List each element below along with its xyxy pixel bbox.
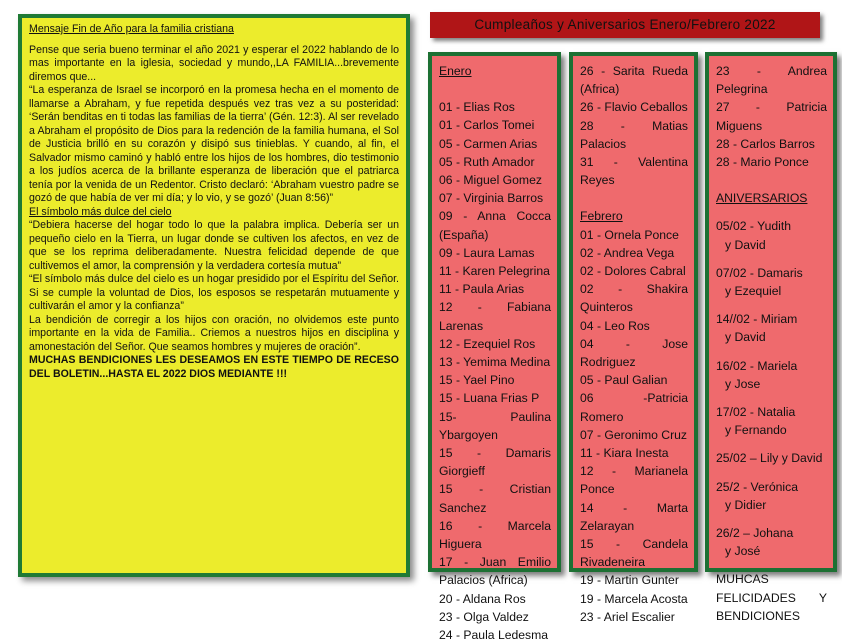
birthday-entry: 02 - Dolores Cabral xyxy=(580,264,686,279)
anniversary-date-line: 07/02 - Damaris xyxy=(716,265,803,280)
birthday-entry: 15 - Candela Rivadeneira xyxy=(580,537,688,570)
banner-title: Cumpleaños y Aniversarios Enero/Febrero 2022 xyxy=(474,17,776,32)
birthday-entry: 12 - Ezequiel Ros xyxy=(439,336,536,351)
birthday-entry: 28 - Mario Ponce xyxy=(716,155,809,170)
anniversary-entry xyxy=(716,217,827,253)
birthday-entry: 16 - Marcela Higuera xyxy=(439,518,551,552)
anniversary-couple-line: y David xyxy=(725,237,766,252)
column-february xyxy=(569,52,698,624)
birthday-entry: 28 - Carlos Barros xyxy=(716,136,815,151)
anniversary-entry xyxy=(716,403,827,439)
message-closing: MUCHAS BENDICIONES LES DESEAMOS EN ESTE TIEMPO DE RECESO DEL BOLETIN...HASTA EL 2022 DIOS MEDIANTE !!! xyxy=(29,354,399,380)
birthday-entry: 28 - Matias Palacios xyxy=(580,118,688,151)
birthday-entry: 01 - Ornela Ponce xyxy=(580,227,679,242)
birthday-entry: 19 - Marcela Acosta xyxy=(580,591,688,606)
message-title: Mensaje Fin de Año para la familia cristiana xyxy=(29,23,234,35)
birthday-entry: 15- Paulina Ybargoyen xyxy=(439,409,551,442)
birthday-entry: 26 - Flavio Ceballos xyxy=(580,100,688,115)
birthday-entry: 05 - Carmen Arias xyxy=(439,136,538,151)
birthday-entry: 05 - Paul Galian xyxy=(580,373,668,388)
birthday-entry: 02 - Shakira Quinteros xyxy=(580,282,688,315)
birthday-entry: 05 - Ruth Amador xyxy=(439,154,535,169)
birthday-entry: 14 - Marta Zelarayan xyxy=(580,500,688,533)
birthday-entry: 15 - Damaris Giorgieff xyxy=(439,446,551,479)
birthday-entry: 02 - Andrea Vega xyxy=(580,245,675,260)
anniversary-entry xyxy=(716,357,827,393)
title-banner xyxy=(430,12,820,38)
anniversaries-list xyxy=(716,62,827,625)
anniversary-date-line: 14//02 - Miriam xyxy=(716,312,798,327)
birthday-entry: 15 - Cristian Sanchez xyxy=(439,482,551,515)
anniversary-date-line: 05/02 - Yudith xyxy=(716,219,791,234)
anniversary-couple-line: y Ezequiel xyxy=(725,284,782,299)
february-heading: Febrero xyxy=(580,209,623,224)
anniversary-date-line: 17/02 - Natalia xyxy=(716,405,796,420)
anniversary-couple-line: y José xyxy=(725,544,761,559)
message-subtitle: El símbolo más dulce del cielo xyxy=(29,205,172,218)
birthday-entry: 07 - Virginia Barros xyxy=(439,191,544,206)
anniversary-couple-line: y Didier xyxy=(725,497,767,512)
birthday-entry: 26 - Sarita Rueda (Africa) xyxy=(580,64,688,97)
birthday-entry: 07 - Geronimo Cruz xyxy=(580,427,688,442)
anniversary-couple-line: y David xyxy=(725,330,766,345)
message-quote-1: “La esperanza de Israel se incorporó en la promesa hecha en el momento de llamarse a Abraham, y fue repetida después vez tras vez a su posteridad: ‘Serán benditas en ti todas las familias de la tierra’ (Gén. 12:3). Al ser revelado a Abraham el propósito de Dios para la redención de la familia humana, el Sol de Justicia brilló en su corazón y disipó sus tinieblas. Y cuando, al fin, el Salvador mismo caminó y habló entre los hijos de los hombres, dio testimonio a los judíos acerca de la brillante esperanza de liberación que el patriarca tenía por la venida de un Redentor. Cristo declaró: ‘Abraham vuestro padre se gozó de que había de ver mi día; y lo vio, y se gozó’ (Juan 8:56)” xyxy=(29,84,399,204)
birthday-entry: 12 - Marianela Ponce xyxy=(580,464,688,497)
message-body xyxy=(29,23,399,381)
anniversary-couple-line: y Fernando xyxy=(725,423,787,438)
anniversary-date-line: 16/02 - Mariela xyxy=(716,358,798,373)
message-intro: Pense que seria bueno terminar el año 2021 y esperar el 2022 hablando de lo mas importante en la iglesia, sociedad y mundo,,LA FAMILIA...brevemente diremos que... xyxy=(29,43,399,83)
column-anniversaries xyxy=(705,52,837,623)
birthday-entry: 24 - Paula Ledesma xyxy=(439,628,549,643)
birthday-entry: 04 - Leo Ros xyxy=(580,318,650,333)
birthday-entry: 31 - Valentina Reyes xyxy=(580,155,688,188)
birthday-entry: 04 - Jose Rodriguez xyxy=(580,336,688,370)
anniversary-entry xyxy=(716,449,827,467)
birthday-entry: 11 - Paula Arias xyxy=(439,282,525,297)
message-quote-3: “El símbolo más dulce del cielo es un hogar presidido por el Espíritu del Señor. Si se cumple la voluntad de Dios, los esposos se respetarán mutuamente y cultivarán el amor y la confianza” xyxy=(29,273,399,312)
anniversary-entry xyxy=(716,264,827,300)
birthday-entry: 11 - Kiara Inesta xyxy=(580,446,669,461)
birthday-entry: 23 - Andrea Pelegrina xyxy=(716,64,827,97)
birthday-entry: 20 - Aldana Ros xyxy=(439,591,526,606)
birthday-entry: 19 - Martin Gunter xyxy=(580,573,679,588)
birthday-entry: 09 - Anna Cocca (España) xyxy=(439,209,551,242)
anniversary-date-line: 26/2 – Johana xyxy=(716,526,794,541)
january-list xyxy=(439,62,551,644)
birthday-entry: 17 - Juan Emilio Palacios (Africa) xyxy=(439,555,551,588)
anniversary-date-line: 25/2 - Verónica xyxy=(716,479,798,494)
birthday-entry: 06 -Patricia Romero xyxy=(580,391,688,424)
birthday-entry: 01 - Elias Ros xyxy=(439,100,515,115)
birthday-entry: 01 - Carlos Tomei xyxy=(439,118,535,133)
birthday-entry: 13 - Yemima Medina xyxy=(439,355,551,370)
column-january xyxy=(428,52,561,643)
message-quote-2: “Debiera hacerse del hogar todo lo que la palabra implica. Debería ser un pequeño cielo en la Tierra, un lugar donde se cultiven los afectos, en vez de que se los reprima deliberadamente. Nuestra felicidad depende de que cultivemos el amor, la comprensión y la verdadera cortesía mutua” xyxy=(29,219,399,272)
anniversary-entry xyxy=(716,478,827,514)
anniversary-date-line: 25/02 – Lily y David xyxy=(716,451,823,466)
birthday-entry: 15 - Yael Pino xyxy=(439,373,515,388)
birthday-entry: 06 - Miguel Gomez xyxy=(439,173,542,188)
birthday-entry: 23 - Olga Valdez xyxy=(439,609,529,624)
birthday-entry: 12 - Fabiana Larenas xyxy=(439,300,551,333)
birthday-entry: 15 - Luana Frias P xyxy=(439,391,540,406)
message-paragraph: La bendición de corregir a los hijos con oración, no olvidemos este punto importante en la vida de Familia.. Criemos a nuestros hijos en disciplina y amonestación del Señor. Que seamos hombres y mujeres de oración”. xyxy=(29,313,399,353)
anniversaries-heading: ANIVERSARIOS xyxy=(716,191,808,206)
birthday-entry: 27 - Patricia Miguens xyxy=(716,100,827,133)
anniversaries-closing: MUHCAS FELICIDADES Y BENDICIONES xyxy=(716,572,827,623)
birthday-entry: 23 - Ariel Escalier xyxy=(580,609,675,624)
anniversary-entry xyxy=(716,310,827,346)
message-panel xyxy=(18,14,410,577)
birthday-entry: 11 - Karen Pelegrina xyxy=(439,264,550,279)
birthday-entry: 09 - Laura Lamas xyxy=(439,245,535,260)
february-list xyxy=(580,62,688,626)
anniversary-entry xyxy=(716,524,827,560)
january-heading: Enero xyxy=(439,64,472,78)
anniversary-couple-line: y Jose xyxy=(725,376,761,391)
